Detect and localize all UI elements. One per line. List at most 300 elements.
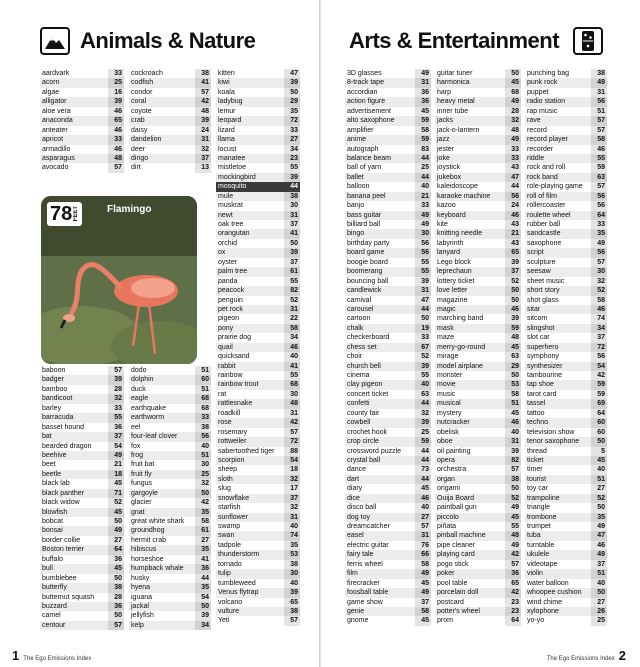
- entry-name: kite: [437, 221, 448, 228]
- entry-value: 44: [415, 173, 431, 182]
- entry-name: board game: [345, 248, 415, 257]
- entry-value: 33: [108, 69, 124, 78]
- entry-name: jellyfish: [131, 612, 154, 620]
- left-footer: [12, 648, 95, 663]
- entry-value: 40: [195, 442, 211, 451]
- entry-value: 37: [591, 560, 607, 569]
- index-entry: [345, 182, 431, 191]
- entry-name: rollercoaster: [527, 202, 566, 210]
- index-entry: [525, 607, 607, 616]
- index-entry: [525, 503, 607, 512]
- index-entry: [345, 126, 431, 135]
- entry-name: sitcom: [527, 315, 548, 323]
- index-entry: [345, 154, 431, 163]
- index-entry: [216, 267, 300, 276]
- entry-name: sloth: [216, 475, 284, 484]
- entry-name: gargoyle: [129, 489, 195, 498]
- index-entry: [525, 541, 607, 550]
- entry-name: apricot: [40, 135, 108, 144]
- entry-name: magazine: [437, 296, 468, 304]
- index-entry: [129, 385, 211, 394]
- entry-name: boogie board: [347, 258, 388, 266]
- index-entry: [216, 69, 300, 78]
- entry-value: 63: [591, 173, 607, 182]
- index-entry: [525, 418, 607, 427]
- entry-value: 49: [591, 239, 607, 248]
- entry-name: violin: [525, 569, 591, 578]
- index-entry: [435, 352, 521, 361]
- index-entry: [435, 286, 521, 295]
- index-entry: [40, 564, 124, 573]
- entry-name: tattoo: [527, 409, 545, 417]
- entry-value: 52: [591, 286, 607, 295]
- index-entry: [216, 324, 300, 333]
- index-entry: [129, 126, 211, 135]
- entry-value: 73: [415, 465, 431, 474]
- entry-name: Ouija Board: [435, 494, 505, 503]
- index-entry: [435, 569, 521, 578]
- entry-value: 71: [108, 489, 124, 498]
- entry-name: candlewick: [345, 286, 415, 295]
- entry-name: alto saxophone: [345, 116, 415, 125]
- entry-value: 49: [505, 97, 521, 106]
- index-entry: [216, 116, 300, 125]
- index-entry: [345, 267, 431, 276]
- index-entry: [216, 248, 300, 257]
- index-entry: [525, 475, 607, 484]
- index-entry: [435, 616, 521, 625]
- index-column: [345, 69, 431, 626]
- entry-value: 49: [415, 69, 431, 78]
- index-entry: [345, 286, 431, 295]
- entry-name: kiwi: [216, 78, 284, 87]
- index-column: [129, 69, 211, 173]
- entry-name: radio station: [525, 97, 591, 106]
- entry-value: 48: [505, 531, 521, 540]
- entry-value: 58: [284, 324, 300, 333]
- entry-value: 35: [591, 229, 607, 238]
- entry-value: 55: [415, 371, 431, 380]
- left-page: [0, 0, 319, 667]
- index-entry: [216, 550, 300, 559]
- entry-name: ladybug: [216, 97, 284, 106]
- entry-value: 33: [415, 201, 431, 210]
- entry-value: 47: [591, 531, 607, 540]
- entry-value: 74: [591, 314, 607, 323]
- entry-name: turntable: [527, 541, 555, 549]
- index-entry: [525, 399, 607, 408]
- entry-name: starfish: [218, 504, 241, 512]
- index-entry: [216, 531, 300, 540]
- entry-name: rock band: [525, 173, 591, 182]
- entry-name: avocado: [42, 164, 69, 172]
- index-entry: [129, 375, 211, 384]
- index-entry: [345, 409, 431, 418]
- index-entry: [40, 479, 124, 488]
- index-entry: [435, 229, 521, 238]
- entry-value: 57: [415, 522, 431, 531]
- entry-value: 50: [195, 489, 211, 498]
- index-entry: [216, 371, 300, 380]
- entry-name: ticket: [525, 456, 591, 465]
- entry-name: rottweiler: [216, 437, 284, 446]
- index-entry: [129, 555, 211, 564]
- entry-name: camel: [42, 612, 61, 620]
- index-entry: [435, 465, 521, 474]
- entry-value: 36: [415, 97, 431, 106]
- index-entry: [129, 489, 211, 498]
- entry-name: orchid: [218, 239, 238, 247]
- index-entry: [129, 470, 211, 479]
- entry-value: 35: [195, 508, 211, 517]
- index-entry: [345, 277, 431, 286]
- entry-value: 27: [195, 536, 211, 545]
- entry-value: 55: [284, 371, 300, 380]
- index-entry: [216, 362, 300, 371]
- index-entry: [525, 333, 607, 342]
- index-entry: [40, 574, 124, 583]
- index-entry: [216, 211, 300, 220]
- index-entry: [435, 145, 521, 154]
- index-entry: [216, 182, 300, 191]
- entry-name: labyrinth: [437, 239, 464, 247]
- entry-name: kaleidoscope: [437, 183, 478, 191]
- entry-name: peacock: [216, 286, 284, 295]
- entry-name: superhero: [525, 343, 591, 352]
- entry-value: 36: [108, 602, 124, 611]
- entry-name: jester: [437, 145, 455, 153]
- entry-name: rose: [216, 418, 284, 427]
- entry-name: iguana: [131, 593, 153, 601]
- index-entry: [435, 588, 521, 597]
- entry-name: oil painting: [437, 447, 471, 455]
- entry-name: clay pigeon: [345, 380, 415, 389]
- entry-name: church bell: [345, 362, 415, 371]
- entry-value: 27: [415, 513, 431, 522]
- entry-value: 51: [195, 385, 211, 394]
- entry-value: 31: [415, 531, 431, 540]
- index-entry: [216, 579, 300, 588]
- entry-name: four-leaf clover: [129, 432, 195, 441]
- entry-name: banjo: [347, 202, 365, 210]
- index-entry: [435, 154, 521, 163]
- index-entry: [345, 588, 431, 597]
- index-entry: [345, 437, 431, 446]
- entry-value: 38: [195, 69, 211, 78]
- entry-value: 31: [505, 437, 521, 446]
- index-entry: [435, 456, 521, 465]
- index-entry: [435, 428, 521, 437]
- index-entry: [345, 173, 431, 182]
- entry-value: 32: [415, 409, 431, 418]
- index-entry: [129, 413, 211, 422]
- entry-value: 37: [284, 494, 300, 503]
- index-entry: [435, 607, 521, 616]
- entry-value: 25: [108, 78, 124, 87]
- entry-name: gnome: [347, 617, 369, 625]
- index-entry: [435, 447, 521, 456]
- entry-name: joke: [435, 154, 505, 163]
- entry-name: rainbow: [218, 372, 243, 379]
- entry-name: coyote: [131, 107, 152, 115]
- entry-value: 31: [591, 88, 607, 97]
- entry-value: 64: [505, 616, 521, 625]
- entry-value: 33: [415, 333, 431, 342]
- entry-value: 45: [505, 513, 521, 522]
- index-entry: [40, 508, 124, 517]
- index-entry: [345, 465, 431, 474]
- index-entry: [40, 145, 124, 154]
- entry-name: fairy tale: [345, 550, 415, 559]
- entry-name: tourist: [525, 475, 591, 484]
- index-entry: [129, 145, 211, 154]
- entry-value: 66: [415, 550, 431, 559]
- index-entry: [435, 324, 521, 333]
- index-entry: [435, 437, 521, 446]
- index-entry: [525, 286, 607, 295]
- entry-value: 46: [505, 211, 521, 220]
- entry-value: 33: [284, 126, 300, 135]
- index-entry: [345, 560, 431, 569]
- index-entry: [129, 451, 211, 460]
- index-entry: [345, 418, 431, 427]
- entry-name: koala: [218, 88, 235, 96]
- index-entry: [435, 399, 521, 408]
- entry-value: 59: [591, 380, 607, 389]
- entry-name: algae: [42, 88, 60, 96]
- entry-name: thunderstorm: [216, 550, 284, 559]
- entry-value: 45: [108, 479, 124, 488]
- entry-value: 39: [284, 173, 300, 182]
- entry-value: 64: [591, 409, 607, 418]
- index-entry: [129, 602, 211, 611]
- entry-name: border collie: [42, 536, 81, 544]
- entry-value: 36: [415, 88, 431, 97]
- entry-name: balance beam: [345, 154, 415, 163]
- index-entry: [216, 569, 300, 578]
- entry-value: 51: [195, 366, 211, 375]
- entry-name: oak tree: [218, 221, 244, 228]
- entry-value: 40: [415, 503, 431, 512]
- entry-value: 44: [415, 399, 431, 408]
- index-entry: [525, 277, 607, 286]
- entry-name: dodo: [131, 367, 147, 374]
- entry-name: butterfly: [40, 583, 108, 592]
- index-entry: [216, 522, 300, 531]
- entry-value: 48: [195, 107, 211, 116]
- entry-name: sunflower: [216, 513, 284, 522]
- entry-value: 25: [415, 163, 431, 172]
- entry-value: 72: [284, 116, 300, 125]
- entry-value: 45: [505, 343, 521, 352]
- entry-value: 5: [591, 447, 607, 456]
- entry-name: basset hound: [42, 423, 85, 431]
- index-entry: [525, 69, 607, 78]
- entry-name: yo-yo: [527, 617, 545, 625]
- index-entry: [40, 88, 124, 97]
- index-entry: [525, 116, 607, 125]
- entry-name: videotape: [527, 560, 558, 568]
- index-entry: [216, 333, 300, 342]
- entry-name: asparagus: [40, 154, 108, 163]
- index-entry: [345, 494, 431, 503]
- index-entry: [345, 380, 431, 389]
- index-entry: [216, 239, 300, 248]
- entry-name: codfish: [129, 78, 195, 87]
- entry-value: 49: [591, 78, 607, 87]
- entry-value: 34: [591, 324, 607, 333]
- index-entry: [345, 78, 431, 87]
- entry-value: 42: [591, 371, 607, 380]
- entry-value: 56: [195, 432, 211, 441]
- index-entry: [345, 248, 431, 257]
- entry-value: 42: [505, 588, 521, 597]
- entry-value: 28: [108, 385, 124, 394]
- index-entry: [435, 173, 521, 182]
- entry-value: 28: [505, 107, 521, 116]
- domino-icon: [573, 27, 603, 55]
- index-entry: [345, 333, 431, 342]
- entry-name: piccolo: [435, 513, 505, 522]
- entry-value: 44: [415, 305, 431, 314]
- index-entry: [216, 201, 300, 210]
- entry-value: 55: [284, 163, 300, 172]
- entry-name: buffalo: [42, 555, 63, 563]
- index-entry: [435, 88, 521, 97]
- entry-name: crossword puzzle: [347, 447, 402, 455]
- entry-value: 58: [591, 135, 607, 144]
- entry-name: lemur: [218, 107, 236, 115]
- entry-value: 18: [108, 470, 124, 479]
- entry-name: xylophone: [525, 607, 591, 616]
- entry-value: 19: [415, 324, 431, 333]
- index-entry: [40, 116, 124, 125]
- entry-name: fruit bat: [131, 461, 155, 469]
- entry-value: 46: [108, 126, 124, 135]
- entry-name: duck: [131, 385, 146, 393]
- entry-name: tambourine: [527, 372, 563, 379]
- entry-name: pet rock: [216, 305, 284, 314]
- entry-name: ballet: [345, 173, 415, 182]
- entry-name: maze: [437, 334, 455, 342]
- entry-value: 37: [505, 267, 521, 276]
- entry-value: 49: [415, 569, 431, 578]
- entry-name: barley: [42, 404, 62, 412]
- index-entry: [435, 182, 521, 191]
- entry-value: 45: [415, 616, 431, 625]
- entry-value: 18: [284, 465, 300, 474]
- index-entry: [525, 97, 607, 106]
- index-entry: [345, 163, 431, 172]
- index-entry: [525, 465, 607, 474]
- entry-name: record: [527, 126, 547, 134]
- index-entry: [345, 229, 431, 238]
- index-entry: [129, 508, 211, 517]
- index-entry: [525, 569, 607, 578]
- entry-name: newt: [216, 211, 284, 220]
- entry-value: 63: [505, 352, 521, 361]
- entry-name: guitar tuner: [437, 70, 473, 77]
- index-entry: [345, 569, 431, 578]
- entry-name: beehive: [40, 451, 108, 460]
- entry-name: pony: [216, 324, 284, 333]
- entry-value: 50: [195, 602, 211, 611]
- entry-value: 65: [505, 248, 521, 257]
- index-column: [40, 366, 124, 630]
- entry-value: 34: [195, 621, 211, 630]
- entry-value: 50: [108, 517, 124, 526]
- index-entry: [345, 324, 431, 333]
- entry-value: 27: [108, 536, 124, 545]
- index-entry: [129, 432, 211, 441]
- index-entry: [345, 541, 431, 550]
- entry-value: 39: [195, 611, 211, 620]
- entry-name: record player: [525, 135, 591, 144]
- entry-value: 44: [415, 456, 431, 465]
- entry-name: acorn: [40, 78, 108, 87]
- entry-name: action figure: [345, 97, 415, 106]
- entry-value: 53: [505, 380, 521, 389]
- right-footer-text: The Ego Emissions Index: [546, 656, 615, 662]
- entry-value: 52: [108, 498, 124, 507]
- entry-value: 50: [108, 574, 124, 583]
- entry-value: 33: [195, 413, 211, 422]
- entry-value: 50: [108, 611, 124, 620]
- entry-name: firecracker: [347, 579, 380, 587]
- entry-name: jazz: [435, 135, 505, 144]
- index-entry: [40, 442, 124, 451]
- index-entry: [525, 447, 607, 456]
- entry-name: quail: [216, 343, 284, 352]
- entry-name: carnival: [347, 296, 372, 304]
- index-entry: [40, 526, 124, 535]
- entry-name: playing card: [435, 550, 505, 559]
- entry-value: 25: [591, 616, 607, 625]
- entry-name: baboon: [42, 367, 66, 374]
- entry-value: 55: [284, 277, 300, 286]
- entry-value: 48: [505, 333, 521, 342]
- card-name: Flamingo: [107, 204, 152, 215]
- entry-value: 58: [415, 560, 431, 569]
- entry-value: 38: [195, 423, 211, 432]
- entry-name: rock and roll: [527, 164, 566, 172]
- index-entry: [345, 428, 431, 437]
- entry-name: chalk: [345, 324, 415, 333]
- index-entry: [435, 258, 521, 267]
- entry-value: 24: [195, 126, 211, 135]
- index-entry: [345, 88, 431, 97]
- entry-name: obelisk: [437, 428, 459, 436]
- index-entry: [129, 404, 211, 413]
- index-entry: [216, 229, 300, 238]
- featured-card: [41, 196, 197, 364]
- entry-name: diary: [347, 485, 363, 493]
- index-entry: [40, 413, 124, 422]
- index-entry: [216, 513, 300, 522]
- entry-name: rosemary: [218, 428, 248, 436]
- entry-value: 45: [591, 456, 607, 465]
- index-entry: [525, 239, 607, 248]
- entry-name: husky: [131, 574, 150, 582]
- entry-name: prom: [437, 617, 453, 625]
- entry-value: 51: [505, 399, 521, 408]
- entry-name: seesaw: [525, 267, 591, 276]
- entry-value: 58: [505, 390, 521, 399]
- entry-name: rat: [218, 390, 227, 398]
- entry-name: wind chime: [527, 598, 563, 606]
- index-entry: [525, 380, 607, 389]
- index-entry: [216, 494, 300, 503]
